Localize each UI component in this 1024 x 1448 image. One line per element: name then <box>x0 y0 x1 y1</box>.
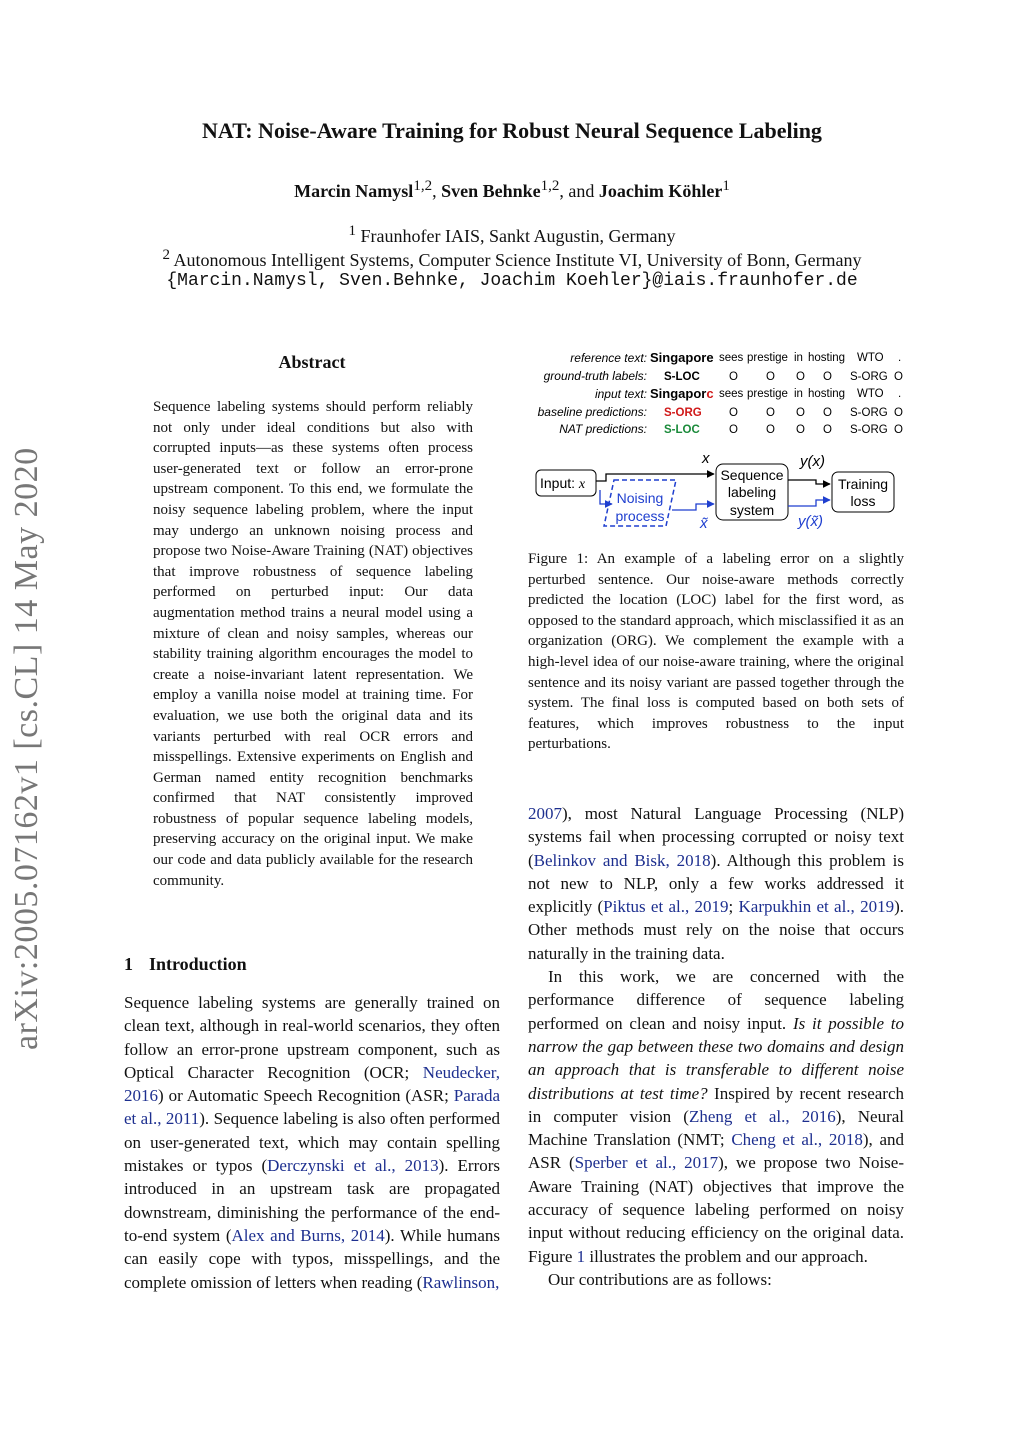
body-text: ). Although this problem is not new to NLP, only a few works addressed it explicitly ( <box>528 850 905 917</box>
label-tag: S-ORG <box>850 424 888 436</box>
figure-1 <box>526 340 910 540</box>
body-text: ) or Automatic Speech Recognition (ASR; <box>158 1086 454 1106</box>
token-word: hosting <box>808 388 846 400</box>
label-tag: O <box>729 407 738 419</box>
body-text: ). Other methods must rely on the noise that occurs naturally in the training data. <box>528 897 904 963</box>
body-text: ), and ASR ( <box>528 1130 904 1173</box>
token-word: in <box>794 352 803 364</box>
label-tag: S-ORG <box>664 407 702 419</box>
intro-right-column <box>528 802 904 1291</box>
label-tag: S-LOC <box>664 424 700 436</box>
abstract-heading: Abstract <box>278 352 346 372</box>
body-text: Sequence labeling systems are generally trained on clean text, although in real-world scenarios, they often follow an error-prone upstream component, such as Optical Character Recognition (OCR; <box>124 993 500 1082</box>
body-text: ), most Natural Language Processing (NLP) systems fail when processing corrupted or noisy text ( <box>528 804 904 870</box>
author-affil-sup: 1 <box>722 178 730 194</box>
citation-link[interactable]: Zheng et al., 2016 <box>688 1106 836 1126</box>
label-tag: O <box>796 371 805 383</box>
label-tag: O <box>796 407 805 419</box>
x-label: x <box>702 450 710 467</box>
section-heading <box>124 954 247 975</box>
intro-paragraph <box>528 965 904 1268</box>
citation-link[interactable]: Piktus et al., 2019 <box>603 897 729 917</box>
author-affil-sup: 1,2 <box>540 178 560 194</box>
citation-link[interactable]: Cheng et al., 2018 <box>731 1130 863 1150</box>
input-typo-char: c <box>706 386 714 401</box>
label-tag: S-ORG <box>850 371 888 383</box>
intro-paragraph <box>124 991 500 1294</box>
paper-title: NAT: Noise-Aware Training for Robust Neural Sequence Labeling <box>202 118 822 143</box>
affiliation-sup: 2 <box>162 247 170 263</box>
token-word: prestige <box>747 352 788 364</box>
label-tag: O <box>796 424 805 436</box>
section-title: Introduction <box>149 954 247 974</box>
citation-link[interactable]: Sperber et al., 2017 <box>574 1153 719 1173</box>
author-name: Sven Behnke <box>441 181 541 201</box>
noisy-path-arrow <box>672 504 714 510</box>
citation-link[interactable]: 2007 <box>528 804 562 823</box>
body-text: ). Sequence labeling is also often performed on user-generated text, which may contain spelling mistakes or typos ( <box>124 1109 501 1176</box>
intro-paragraph <box>528 802 904 965</box>
author-emails: {Marcin.Namysl, Sven.Behnke, Joachim Koehler}@iais.fraunhofer.de <box>166 271 858 291</box>
label-tag: S-LOC <box>664 371 700 383</box>
affiliation-line <box>0 223 1024 247</box>
token-word: in <box>794 388 803 400</box>
row-label: baseline predictions: <box>537 405 647 419</box>
citation-link[interactable]: Parada et al., 2011 <box>124 1086 500 1129</box>
input-first-word <box>650 386 714 401</box>
row-label: NAT predictions: <box>559 422 647 436</box>
token-word: hosting <box>808 352 846 364</box>
noising-text: process <box>615 508 665 524</box>
author-name: Joachim Köhler <box>598 181 723 201</box>
label-tag: O <box>729 424 738 436</box>
author-separator: , and <box>559 181 599 201</box>
body-text: ). Errors introduced in an upstream task are propagated downstream, diminishing the performance of the end-to-end system ( <box>124 1156 501 1245</box>
citation-link[interactable]: Derczynski et al., 2013 <box>267 1156 439 1176</box>
y-x-label: y(x) <box>800 453 825 470</box>
affiliation-line <box>0 247 1024 271</box>
row-label: ground-truth labels: <box>543 369 647 383</box>
token-word: prestige <box>747 388 788 400</box>
label-tag: O <box>823 371 832 383</box>
reference-first-word: Singapore <box>650 350 714 365</box>
noisy-output-arrow <box>788 500 830 506</box>
noising-text: Noising <box>616 490 664 506</box>
affiliation-text: Fraunhofer IAIS, Sankt Augustin, Germany <box>360 226 676 246</box>
input-label-text: Input: <box>540 475 579 491</box>
row-label: reference text: <box>570 351 647 365</box>
author-affil-sup: 1,2 <box>413 178 433 194</box>
y-x-tilde-label: y(x̃) <box>798 513 823 530</box>
body-text: ; <box>728 897 739 917</box>
citation-link[interactable]: Rawlinson, <box>422 1272 500 1292</box>
box-text: system <box>729 502 775 518</box>
section-number: 1 <box>124 954 133 974</box>
token-word: WTO <box>857 388 884 400</box>
research-question: Is it possible to narrow the gap between these two domains and design an approach that is transferable to different noise distributions at test time? <box>528 1013 904 1103</box>
token-word: sees <box>719 352 744 364</box>
citation-link[interactable]: Neudecker, 2016 <box>124 1062 500 1106</box>
author-separator: , <box>432 181 442 201</box>
label-tag: S-ORG <box>850 407 888 419</box>
intro-left-column <box>124 991 500 1294</box>
affiliation-sup: 1 <box>348 223 357 239</box>
label-tag: O <box>894 407 903 419</box>
token-word: . <box>898 352 902 364</box>
label-tag: O <box>729 371 738 383</box>
input-word-stem: Singapor <box>650 386 707 401</box>
body-text: Inspired by recent research in computer vision ( <box>528 1083 904 1126</box>
figure-reference-link[interactable]: 1 <box>576 1246 586 1266</box>
citation-link[interactable]: Alex and Burns, 2014 <box>231 1225 385 1245</box>
label-tag: O <box>894 424 903 436</box>
body-text: illustrates the problem and our approach. <box>585 1246 868 1266</box>
author-list <box>0 178 1024 202</box>
box-text: Sequence <box>720 467 784 483</box>
box-text: Training <box>837 476 889 492</box>
author-name: Marcin Namysl <box>294 181 414 201</box>
label-tag: O <box>766 371 775 383</box>
label-tag: O <box>823 424 832 436</box>
label-tag: O <box>766 424 775 436</box>
token-word: sees <box>719 388 744 400</box>
label-tag: O <box>894 371 903 383</box>
body-text: In this work, we are concerned with the performance difference of sequence labeling performed on clean and noisy input. <box>528 967 904 1033</box>
token-word: WTO <box>857 352 884 364</box>
label-tag: O <box>823 407 832 419</box>
citation-link[interactable]: Karpukhin et al., 2019 <box>738 897 895 917</box>
citation-link[interactable]: Belinkov and Bisk, 2018 <box>533 850 711 870</box>
input-label <box>540 475 586 492</box>
label-tag: O <box>766 407 775 419</box>
abstract-text: Sequence labeling systems should perform reliably not only under ideal conditions but also with corrupted inputs—as these systems often process user-generated text or follow an error-prone upstream component. To this end, we formulate the noisy sequence labeling problem, where the input may undergo an unknown noising process and propose two Noise-Aware Training (NAT) objectives that improve robustness of sequence labeling performed on perturbed input: Our data augmentation method trains a neural model using a mixture of clean and noisy samples, whereas our stability training algorithm encourages the model to create a noise-invariant latent representation. We employ a vanilla noise model at training time. For evaluation, we use both the original data and its variants perturbed with real OCR errors and misspellings. Extensive experiments on English and German named entity recognition benchmarks confirmed that NAT consistently improved robustness of popular sequence labeling models, preserving accuracy on the original input. We make our code and data publicly available for the research community. <box>153 399 473 889</box>
intro-paragraph: Our contributions are as follows: <box>548 1269 772 1289</box>
row-label: input text: <box>594 387 647 401</box>
body-text: ). While humans can easily cope with typos, misspellings, and the complete omission of letters when reading ( <box>124 1225 500 1292</box>
body-text: ), we propose two Noise-Aware Training (NAT) objectives that improve the accuracy of sequence labeling performed on noisy input without reducing efficiency on the original data. Figure <box>528 1153 905 1266</box>
box-text: loss <box>850 493 876 509</box>
arxiv-identifier: arXiv:2005.07162v1 [cs.CL] 14 May 2020 <box>8 447 45 1050</box>
clean-output-arrow <box>788 480 830 484</box>
body-text: ), Neural Machine Translation (NMT; <box>528 1106 904 1150</box>
x-tilde-label: x̃ <box>700 515 708 532</box>
box-text: labeling <box>727 484 777 500</box>
figure-caption: Figure 1: An example of a labeling error on a slightly perturbed sentence. Our noise-aware methods correctly predicted the location (LOC) label for the first word, as opposed to the standard approach, which misclassified it as an organization (ORG). We complement the example with a high-level idea of our noise-aware training, where the original sentence and its noisy variant are passed together through the system. The final loss is computed based on both sets of features, which improves robustness to the input perturbations. <box>528 551 904 753</box>
input-var: x <box>578 477 586 492</box>
token-word: . <box>898 388 902 400</box>
affiliation-text: Autonomous Intelligent Systems, Computer Science Institute VI, University of Bonn, Germany <box>173 250 862 270</box>
